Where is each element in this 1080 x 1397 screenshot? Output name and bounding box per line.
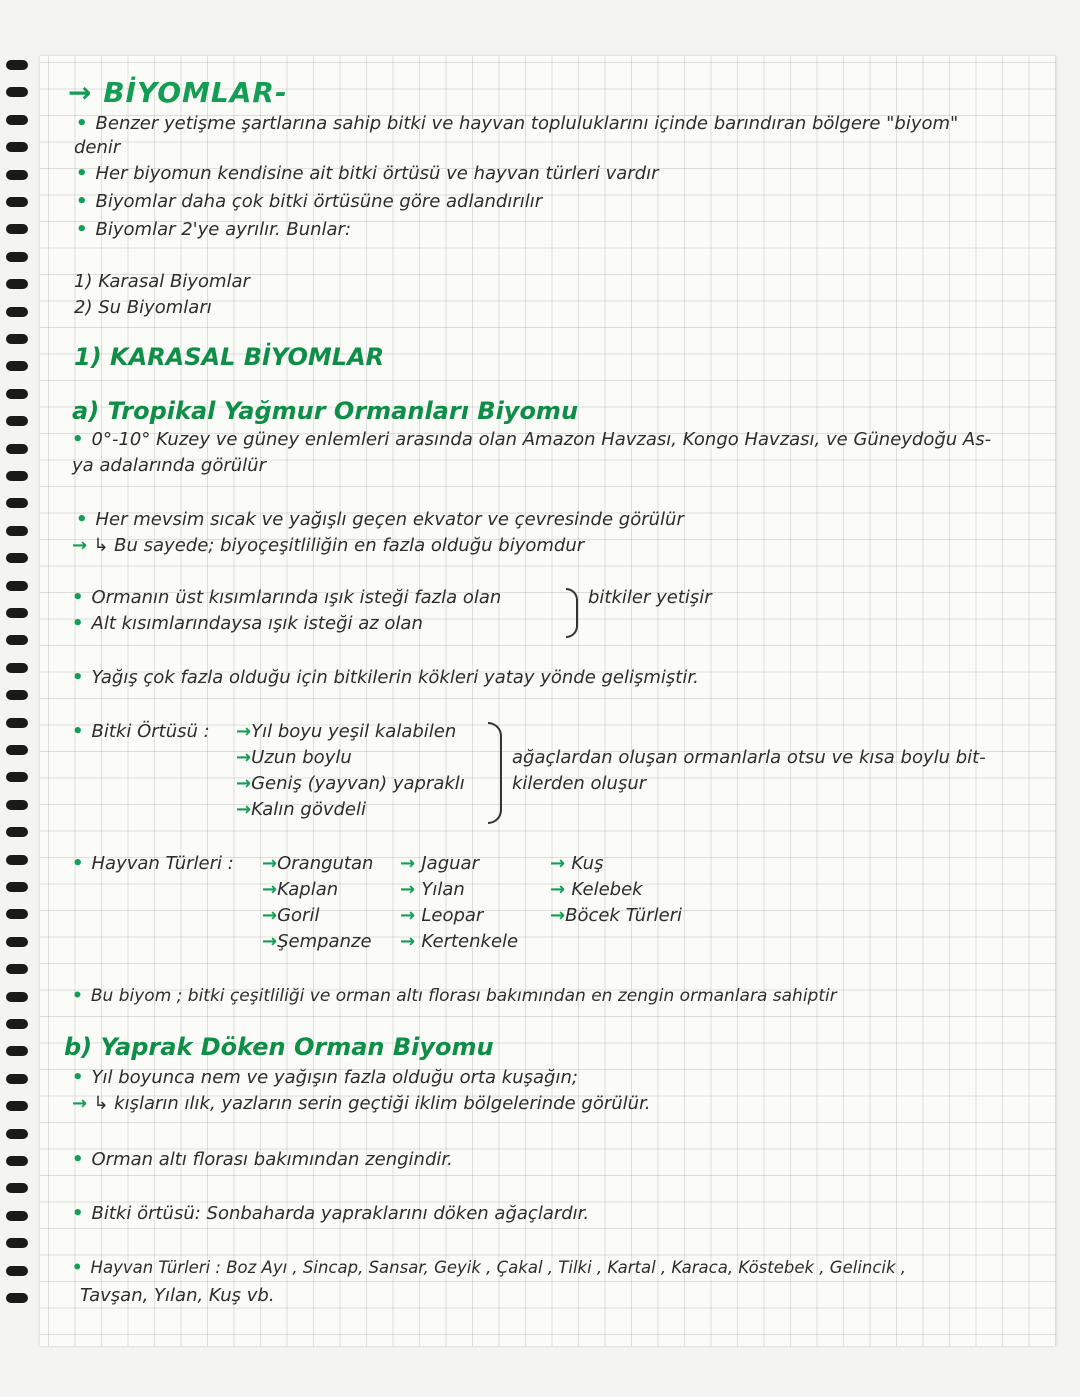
spiral-hole xyxy=(6,882,28,892)
deciduous-p4: • Bitki örtüsü: Sonbaharda yapraklarını döken ağaçlardır. xyxy=(72,1203,590,1224)
intro-line-2: • Her biyomun kendisine ait bitki örtüsü ve hayvan türleri vardır xyxy=(76,163,659,184)
fauna-c1-2: →Kaplan xyxy=(262,879,339,900)
spiral-hole xyxy=(6,279,28,289)
spiral-hole xyxy=(6,307,28,317)
spiral-hole xyxy=(6,800,28,810)
flora-item-3: →Geniş (yayvan) yapraklı xyxy=(236,773,465,794)
tropical-p6: • Yağış çok fazla olduğu için bitkilerin kökleri yatay yönde gelişmiştir. xyxy=(72,667,699,688)
spiral-hole xyxy=(6,1156,28,1166)
list-item-2: 2) Su Biyomları xyxy=(74,297,212,318)
tropical-p1: • 0°-10° Kuzey ve güney enlemleri arasında olan Amazon Havzası, Kongo Havzası, ve Güneydoğu As- xyxy=(72,429,992,450)
fauna-c2-4: → Kertenkele xyxy=(400,931,519,952)
spiral-hole xyxy=(6,471,28,481)
spiral-hole xyxy=(6,1129,28,1139)
intro-line-4: • Biyomlar 2'ye ayrılır. Bunlar: xyxy=(76,219,352,240)
brace-flora xyxy=(488,722,502,824)
fauna-c1-1: →Orangutan xyxy=(262,853,374,874)
spiral-hole xyxy=(6,1101,28,1111)
spiral-hole xyxy=(6,115,28,125)
spiral-hole xyxy=(6,334,28,344)
spiral-hole xyxy=(6,1046,28,1056)
spiral-hole xyxy=(6,87,28,97)
spiral-hole xyxy=(6,718,28,728)
spiral-hole xyxy=(6,389,28,399)
tropical-p5: • Alt kısımlarındaysa ışık isteği az olan xyxy=(72,613,423,634)
tropical-summary: • Bu biyom ; bitki çeşitliliği ve orman altı florası bakımından en zengin ormanlara sahiptir xyxy=(72,986,837,1006)
spiral-hole xyxy=(6,170,28,180)
flora-item-4: →Kalın gövdeli xyxy=(236,799,367,820)
spiral-hole xyxy=(6,60,28,70)
deciduous-p1: • Yıl boyunca nem ve yağışın fazla olduğu orta kuşağın; xyxy=(72,1067,578,1088)
spiral-hole xyxy=(6,635,28,645)
spiral-hole xyxy=(6,197,28,207)
spiral-hole xyxy=(6,444,28,454)
spiral-hole xyxy=(6,1293,28,1303)
spiral-hole xyxy=(6,142,28,152)
flora-desc-1: ağaçlardan oluşan ormanlarla otsu ve kısa boylu bit- xyxy=(512,747,986,768)
spiral-hole xyxy=(6,1183,28,1193)
heading-tropical: a) Tropikal Yağmur Ormanları Biyomu xyxy=(72,397,579,425)
flora-label: • Bitki Örtüsü : xyxy=(72,721,210,742)
spiral-hole xyxy=(6,1238,28,1248)
fauna-c2-2: → Yılan xyxy=(400,879,465,900)
spiral-hole xyxy=(6,827,28,837)
tropical-p3: → ↳ Bu sayede; biyoçeşitliliğin en fazla olduğu biyomdur xyxy=(72,535,585,556)
deciduous-p5b: Tavşan, Yılan, Kuş vb. xyxy=(80,1285,275,1306)
flora-item-2: →Uzun boylu xyxy=(236,747,352,768)
spiral-hole xyxy=(6,690,28,700)
spiral-hole xyxy=(6,1074,28,1084)
spiral-hole xyxy=(6,361,28,371)
spiral-hole xyxy=(6,416,28,426)
section-heading-karasal: 1) KARASAL BİYOMLAR xyxy=(74,343,385,371)
spiral-hole xyxy=(6,937,28,947)
spiral-hole xyxy=(6,663,28,673)
spiral-hole xyxy=(6,252,28,262)
fauna-c3-3: →Böcek Türleri xyxy=(550,905,683,926)
list-item-1: 1) Karasal Biyomlar xyxy=(74,271,250,292)
spiral-hole xyxy=(6,1266,28,1276)
fauna-c1-3: →Goril xyxy=(262,905,320,926)
fauna-c3-1: → Kuş xyxy=(550,853,604,874)
heading-deciduous: b) Yaprak Döken Orman Biyomu xyxy=(64,1033,494,1061)
spiral-hole xyxy=(6,909,28,919)
fauna-c2-1: → Jaguar xyxy=(400,853,479,874)
notebook-page xyxy=(40,56,1056,1346)
intro-line-3: • Biyomlar daha çok bitki örtüsüne göre adlandırılır xyxy=(76,191,543,212)
spiral-hole xyxy=(6,772,28,782)
spiral-hole xyxy=(6,1211,28,1221)
deciduous-p3: • Orman altı florası bakımından zengindir. xyxy=(72,1149,453,1170)
deciduous-p2: → ↳ kışların ılık, yazların serin geçtiği iklim bölgelerinde görülür. xyxy=(72,1093,651,1114)
page-title: → BİYOMLAR- xyxy=(68,76,288,109)
spiral-hole xyxy=(6,855,28,865)
spiral-hole xyxy=(6,224,28,234)
fauna-c3-2: → Kelebek xyxy=(550,879,643,900)
tropical-p2: • Her mevsim sıcak ve yağışlı geçen ekvator ve çevresinde görülür xyxy=(76,509,684,530)
intro-line-1b: denir xyxy=(74,137,121,158)
deciduous-p5: • Hayvan Türleri : Boz Ayı , Sincap, Sansar, Geyik , Çakal , Tilki , Kartal , Karaca, Köstebek , Gelincik , xyxy=(72,1258,907,1277)
flora-item-1: →Yıl boyu yeşil kalabilen xyxy=(236,721,457,742)
spiral-hole xyxy=(6,581,28,591)
spiral-hole xyxy=(6,553,28,563)
spiral-hole xyxy=(6,992,28,1002)
spiral-hole xyxy=(6,1019,28,1029)
spiral-hole xyxy=(6,745,28,755)
spiral-hole xyxy=(6,964,28,974)
spiral-hole xyxy=(6,608,28,618)
tropical-p1b: ya adalarında görülür xyxy=(72,455,266,476)
brace-light xyxy=(566,588,578,638)
tropical-p45: bitkiler yetişir xyxy=(588,587,712,608)
spiral-hole xyxy=(6,498,28,508)
spiral-hole xyxy=(6,526,28,536)
tropical-p4: • Ormanın üst kısımlarında ışık isteği fazla olan xyxy=(72,587,502,608)
fauna-label: • Hayvan Türleri : xyxy=(72,853,234,874)
flora-desc-2: kilerden oluşur xyxy=(512,773,647,794)
intro-line-1: • Benzer yetişme şartlarına sahip bitki ve hayvan topluluklarını içinde barındıran bölgere "biyom" xyxy=(76,113,959,134)
notebook-spiral xyxy=(0,60,34,1350)
fauna-c1-4: →Şempanze xyxy=(262,931,372,952)
fauna-c2-3: → Leopar xyxy=(400,905,484,926)
